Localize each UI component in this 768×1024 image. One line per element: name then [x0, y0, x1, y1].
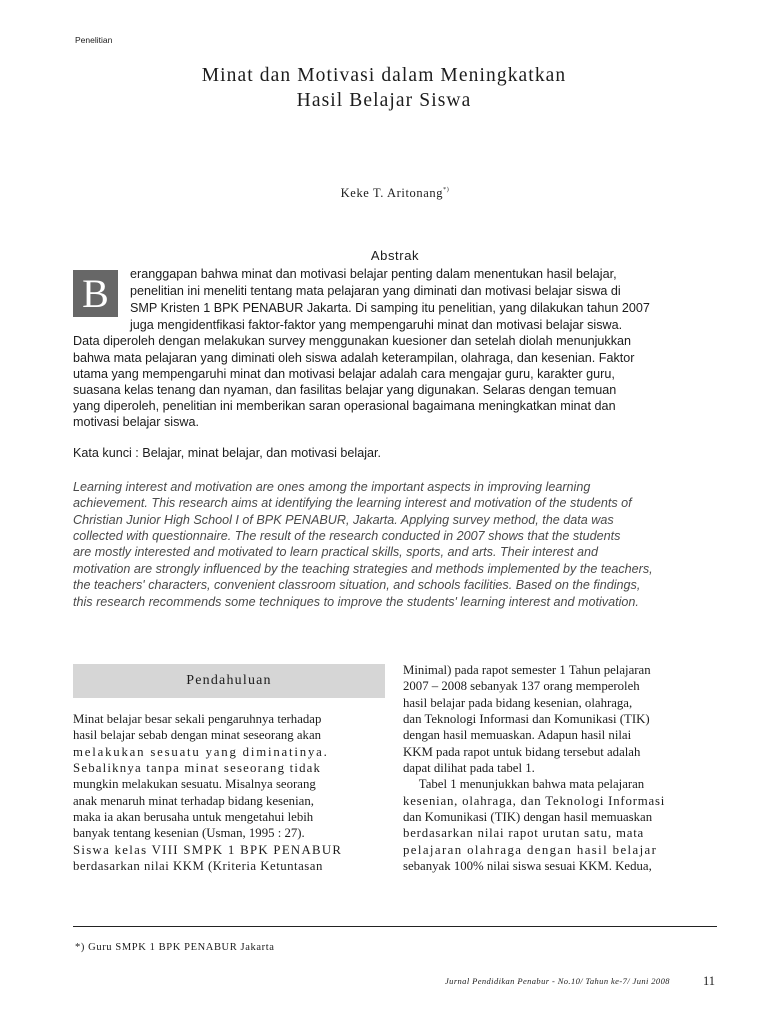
body-line: banyak tentang kesenian (Usman, 1995 : 27). — [73, 826, 305, 840]
body-line: dan Teknologi Informasi dan Komunikasi (TIK) — [403, 712, 650, 726]
body-line: dan Komunikasi (TIK) dengan hasil memuaskan — [403, 810, 653, 824]
title-line-1: Minat dan Motivasi dalam Meningkatkan — [201, 65, 567, 86]
abstract-line: SMP Kristen 1 BPK PENABUR Jakarta. Di samping itu penelitian, yang dilakukan tahun 2007 — [130, 301, 650, 315]
body-line: melakukan sesuatu yang diminatinya. — [73, 745, 329, 759]
body-line: Minat belajar besar sekali pengaruhnya terhadap — [73, 712, 322, 726]
abstract-line: bahwa mata pelajaran yang diminati oleh siswa adalah keterampilan, olahraga, dan kesenian. Faktor — [73, 351, 635, 365]
english-abstract-line: motivation are strongly influenced by the teaching strategies and methods implemented by the teachers, — [73, 562, 653, 576]
abstract-line: utama yang mempengaruhi minat dan motivasi belajar adalah cara mengajar guru, karakter guru, — [73, 367, 615, 381]
author-text: Keke T. Aritonang — [340, 186, 444, 200]
body-line: berdasarkan nilai rapot urutan satu, mata — [403, 826, 645, 840]
journal-citation: Jurnal Pendidikan Penabur - No.10/ Tahun ke-7/ Juni 2008 — [445, 976, 670, 986]
body-line: Sebaliknya tanpa minat seseorang tidak — [73, 761, 322, 775]
author-name — [0, 186, 768, 201]
english-abstract-line: Christian Junior High School I of BPK PENABUR, Jakarta. Applying survey method, the data was — [73, 513, 614, 527]
keywords: Kata kunci : Belajar, minat belajar, dan motivasi belajar. — [73, 446, 382, 460]
body-line: sebanyak 100% nilai siswa sesuai KKM. Kedua, — [403, 859, 652, 873]
english-abstract-line: this research recommends some techniques to improve the students' learning interest and motivation. — [73, 595, 639, 609]
abstract-line: motivasi belajar siswa. — [73, 415, 199, 429]
body-line: kesenian, olahraga, dan Teknologi Informasi — [403, 794, 666, 808]
abstract-line: penelitian ini meneliti tentang mata pelajaran yang diminati dan motivasi belajar siswa di — [130, 284, 621, 298]
english-abstract-line: Learning interest and motivation are ones among the important aspects in improving learning — [73, 480, 591, 494]
body-line: Tabel 1 menunjukkan bahwa mata pelajaran — [403, 777, 645, 791]
body-line: berdasarkan nilai KKM (Kriteria Ketuntasan — [73, 859, 323, 873]
english-abstract-line: collected with questionnaire. The result of the research conducted in 2007 shows that the students — [73, 529, 621, 543]
body-line: dengan hasil memuaskan. Adapun hasil nilai — [403, 728, 632, 742]
article-title — [0, 63, 768, 113]
body-line: mungkin melakukan sesuatu. Misalnya seorang — [73, 777, 316, 791]
abstract-line: yang diperoleh, penelitian ini memberikan saran operasional bagaimana meningkatkan minat dan — [73, 399, 616, 413]
body-line: hasil belajar sebab dengan minat seseorang akan — [73, 728, 322, 742]
abstract-heading: Abstrak — [370, 248, 420, 263]
body-line: 2007 – 2008 sebanyak 137 orang memperoleh — [403, 679, 640, 693]
author-footnote: *) Guru SMPK 1 BPK PENABUR Jakarta — [75, 942, 275, 953]
body-line: dapat dilihat pada tabel 1. — [403, 761, 535, 775]
author-footnote-mark: *) — [443, 186, 450, 193]
english-abstract-line: the teachers' characters, convenient classroom situation, and schools facilities. Based on the findings, — [73, 578, 641, 592]
page-number: 11 — [703, 974, 716, 988]
body-line: Siswa kelas VIII SMPK 1 BPK PENABUR — [73, 843, 343, 857]
body-line: hasil belajar pada bidang kesenian, olahraga, — [403, 696, 633, 710]
abstract-line: eranggapan bahwa minat dan motivasi belajar penting dalam menentukan hasil belajar, — [130, 267, 617, 281]
running-header-section: Penelitian — [75, 35, 113, 45]
body-line: pelajaran olahraga dengan hasil belajar — [403, 843, 658, 857]
title-line-2: Hasil Belajar Siswa — [296, 90, 472, 111]
body-line: anak menaruh minat terhadap bidang kesenian, — [73, 794, 314, 808]
abstract-line: juga mengidentfikasi faktor-faktor yang mempengaruhi minat dan motivasi belajar siswa. — [130, 318, 623, 332]
body-line: KKM pada rapot untuk bidang tersebut adalah — [403, 745, 641, 759]
drop-cap: B — [73, 270, 118, 317]
footer-divider — [73, 926, 717, 927]
abstract-line: Data diperoleh dengan melakukan survey menggunakan kuesioner dan setelah diolah menunjukkan — [73, 334, 631, 348]
body-line: maka ia akan berusaha untuk mengetahui lebih — [73, 810, 314, 824]
section-heading: Pendahuluan — [186, 673, 272, 688]
english-abstract-line: are mostly interested and motivated to learn practical skills, sports, and arts. Their interest and — [73, 545, 598, 559]
english-abstract-line: achievement. This research aims at identifying the learning interest and motivation of the students of — [73, 496, 632, 510]
body-line: Minimal) pada rapot semester 1 Tahun pelajaran — [403, 663, 651, 677]
abstract-line: suasana kelas tenang dan nyaman, dan fasilitas belajar yang digunakan. Selaras dengan temuan — [73, 383, 617, 397]
